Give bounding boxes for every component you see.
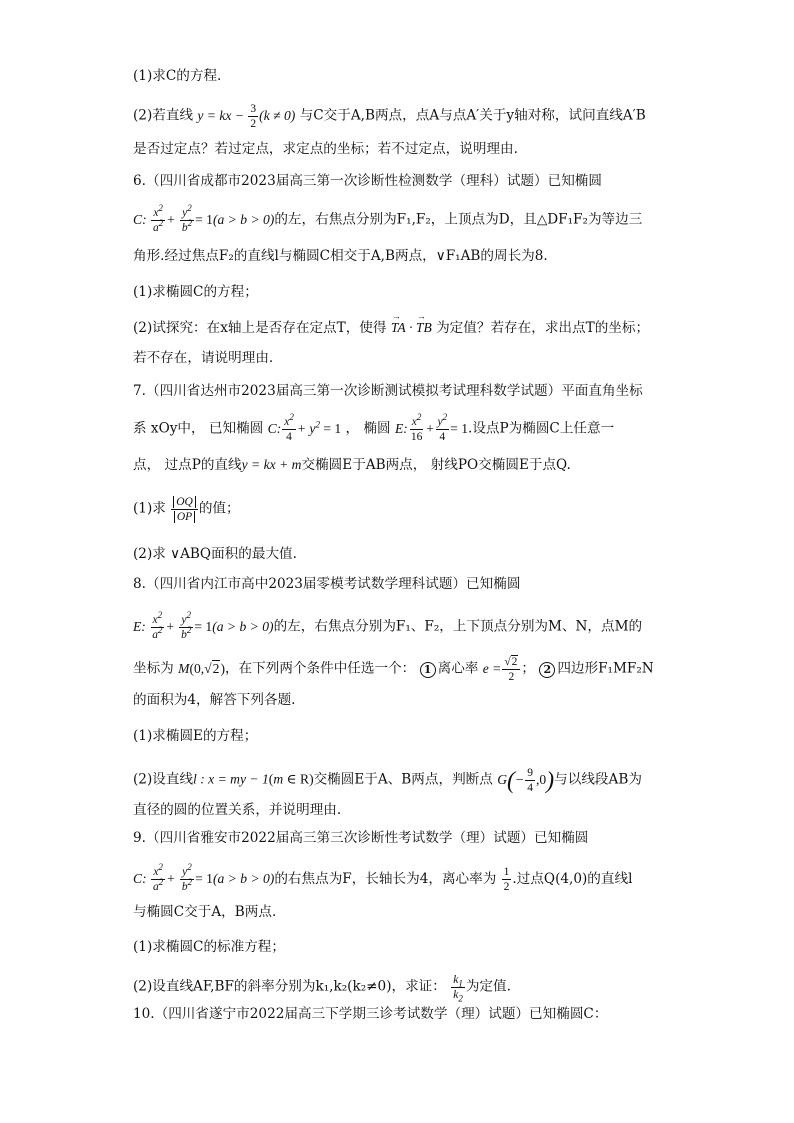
p9-line3: 与椭圆C交于A，B两点.	[133, 904, 277, 920]
eccentricity: e = $\frac{√2}{2}$	[483, 661, 522, 676]
p6-ellipse-line: C: $\frac{x^2}{a^2}$ + $\frac{y^2}{b^2}$ = 1(a > b > 0)的左，右焦点分别为F₁,F₂，上顶点为D，且△DF₁F₂为等边三	[133, 203, 643, 235]
p8-line4: 的面积为4，解答下列各题.	[133, 692, 296, 708]
p10-heading: 10.（四川省遂宁市2022届高三下学期三诊考试数学（理）试题）已知椭圆C：	[133, 1006, 608, 1022]
ratio-expression: $\frac{OQ}{OP}$	[170, 501, 199, 516]
p6-line3: 角形.经过焦点F₂的直线l与椭圆C相交于A,B两点，∨F₁AB的周长为8.	[133, 248, 548, 264]
point-M: M(0,√2)	[178, 660, 225, 676]
p7-line3: 点， 过点P的直线y = kx + m交椭圆E于AB两点， 射线PO交椭圆E于点Q.	[133, 457, 571, 473]
ellipse-equation: E: $\frac{x^2}{a^2}$ + $\frac{y^2}{b^2}$ = 1(a > b > 0)	[133, 610, 274, 642]
p7-line2: 系 xOy中， 已知椭圆 C: $\frac{x^2}{4}$ + $y^2 = 1$ ， 椭圆 E: $\frac{x^2}{16}$ + $\frac{y^2}{4}$ = 1.设点P为椭圆C上任意一	[133, 412, 615, 444]
ellipse-equation: C: $\frac{x^2}{a^2}$ + $\frac{y^2}{b^2}$ = 1(a > b > 0)	[133, 862, 275, 894]
p5-part2-line2: 是否过定点？若过定点，求定点的坐标；若不过定点，说明理由.	[133, 141, 518, 157]
p9-ellipse-line: C: $\frac{x^2}{a^2}$ + $\frac{y^2}{b^2}$ = 1(a > b > 0)的右焦点为F，长轴长为4，离心率为 $\frac{1}{2}$ .过点Q(4,0)的直线l	[133, 862, 633, 894]
circled-two-icon: 2	[539, 662, 555, 678]
ellipse-C-equation: C: $\frac{x^2}{4}$ + $y^2 = 1$	[267, 412, 342, 444]
p7-heading: 7.（四川省达州市2023届高三第一次诊断测试模拟考试理科数学试题）平面直角坐标	[133, 383, 643, 399]
p8-part1: (1)求椭圆E的方程；	[133, 728, 258, 744]
p6-heading: 6.（四川省成都市2023届高三第一次诊断性检测数学（理科）试题）已知椭圆	[133, 173, 602, 189]
p8-line3: 坐标为 M(0,√2)，在下列两个条件中任选一个： 1 离心率 e = $\frac{√2}{2}$ ； 2 四边形F₁MF₂N	[133, 656, 654, 684]
p8-heading: 8.（四川省内江市高中2023届零模考试数学理科试题）已知椭圆	[133, 576, 521, 592]
slope-ratio: $\frac{k_1}{k_2}$	[453, 974, 463, 1004]
p9-part2: (2)设直线AF,BF的斜率分别为k₁,k₂(k₂≠0)，求证： $\frac{k_1}{k_2}$ 为定值.	[133, 974, 511, 1004]
p9-part1: (1)求椭圆C的标准方程；	[133, 939, 285, 955]
p6-part1: (1)求椭圆C的方程；	[133, 284, 258, 300]
point-G: G(− $\frac{9}{4}$ ,0)	[497, 767, 555, 795]
p8-part2-line2: 直径的圆的位置关系，并说明理由.	[133, 802, 342, 818]
line-equation: y = kx + m	[241, 457, 302, 472]
p8-ellipse-line: E: $\frac{x^2}{a^2}$ + $\frac{y^2}{b^2}$ = 1(a > b > 0)的左，右焦点分别为F₁、F₂，上下顶点分别为M、N，点M的	[133, 610, 643, 642]
p8-part2-line1: (2)设直线l : x = my − 1(m ∈ R)交椭圆E于A、B两点，判断点 G(− $\frac{9}{4}$ ,0)与以线段AB为	[133, 767, 642, 795]
p5-part1: (1)求C的方程.	[133, 68, 222, 84]
ellipse-equation: C: $\frac{x^2}{a^2}$ + $\frac{y^2}{b^2}$ = 1(a > b > 0)	[133, 203, 275, 235]
p6-part2-line2: 若不存在，请说明理由.	[133, 350, 274, 366]
p5-part2-line1: (2)若直线 y = kx − $\frac{3}{2}$ (k ≠ 0) 与C交于A,B两点，点A与点A′关于y轴对称，试问直线A′B	[133, 103, 646, 131]
circled-one-icon: 1	[420, 662, 436, 678]
half-fraction: $\frac{1}{2}$	[503, 866, 510, 894]
p7-part1: (1)求 $\frac{OQ}{OP}$ 的值；	[133, 496, 240, 524]
vector-dot-product: → TA · → TB	[391, 320, 432, 335]
p9-heading: 9.（四川省雅安市2022届高三第三次诊断性考试数学（理）试题）已知椭圆	[133, 830, 589, 846]
line-l-equation: l : x = my − 1(m ∈ R)	[193, 771, 314, 787]
ellipse-E-equation: E: $\frac{x^2}{16}$ + $\frac{y^2}{4}$ = 1	[394, 412, 468, 444]
p6-part2-line1: (2)试探究：在x轴上是否存在定点T，使得 → TA · → TB 为定值？若存在，求出点T的坐标；	[133, 321, 649, 336]
p7-part2: (2)求 ∨ABQ面积的最大值.	[133, 546, 297, 562]
line-equation: y = kx − $\frac{3}{2}$ (k ≠ 0)	[197, 103, 296, 131]
